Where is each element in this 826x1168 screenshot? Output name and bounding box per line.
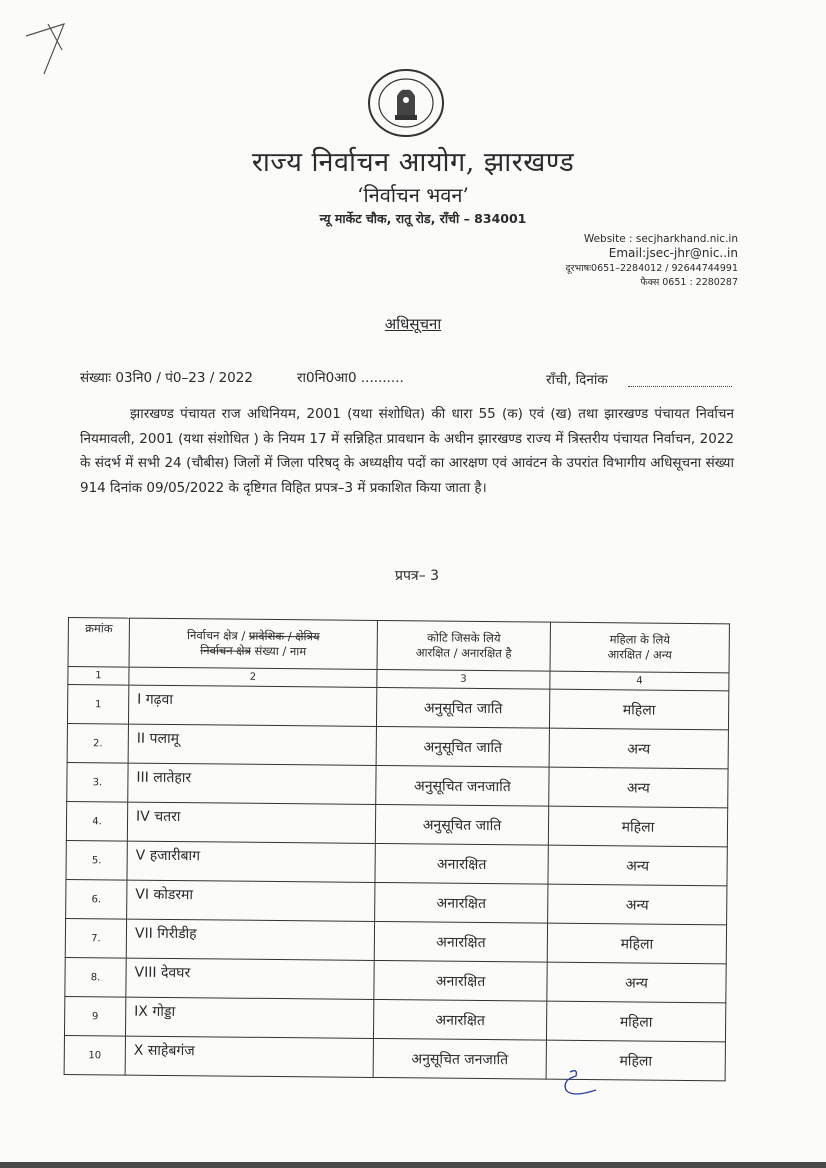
- constituency-cell: IV चतरा: [127, 802, 375, 843]
- table-row: [66, 879, 727, 924]
- column-number: 2: [129, 667, 377, 687]
- table-header-row: [68, 618, 729, 673]
- reservation-cell: महिला: [546, 1001, 725, 1042]
- serial-cell: 5.: [66, 840, 127, 880]
- serial-cell: 8.: [65, 957, 126, 997]
- column-number: 1: [68, 667, 129, 686]
- category-cell: अनारक्षित: [374, 960, 547, 1001]
- serial-cell: 4.: [66, 801, 127, 841]
- category-cell: अनारक्षित: [374, 921, 547, 962]
- website-text: Website : secjharkhand.nic.in: [583, 233, 738, 245]
- serial-cell: 10: [64, 1035, 125, 1075]
- table-row: [64, 996, 725, 1041]
- constituency-cell: IX गोड्डा: [125, 997, 373, 1038]
- table-row: [66, 801, 727, 846]
- reservation-cell: अन्य: [549, 728, 728, 769]
- reservation-cell: अन्य: [549, 767, 728, 808]
- category-cell: अनुसूचित जनजाति: [373, 1038, 546, 1079]
- constituency-cell: II पलामू: [128, 724, 376, 765]
- reference-code: रा0नि0आ0 ..........: [297, 370, 404, 386]
- phone-text: दूरभाषः0651–2284012 / 92644744991: [565, 263, 738, 274]
- table-row: [67, 723, 728, 768]
- category-cell: अनुसूचित जनजाति: [376, 765, 549, 806]
- category-cell: अनुसूचित जाति: [376, 726, 549, 767]
- reservation-cell: अन्य: [547, 962, 726, 1003]
- date-blank-line: [628, 386, 732, 387]
- header-women-line2: आरक्षित / अन्य: [607, 647, 672, 662]
- scan-bottom-edge: [0, 1162, 826, 1168]
- table-body: [64, 667, 729, 1081]
- reservation-table-container: [64, 617, 730, 1081]
- table-row: [66, 840, 727, 885]
- constituency-cell: V हजारीबाग: [127, 841, 375, 882]
- serial-cell: 3.: [67, 762, 128, 802]
- reference-number: संख्याः 03नि0 / पं0–23 / 2022: [80, 370, 253, 386]
- table-row: [64, 1035, 725, 1080]
- notice-title: अधिसूचना: [384, 315, 442, 333]
- constituency-cell: III लातेहार: [128, 763, 376, 804]
- fax-text: फैक्स 0651 : 2280287: [640, 277, 738, 288]
- header-constituency-post: संख्या / नाम: [254, 643, 307, 659]
- constituency-cell: I गढ़वा: [128, 685, 376, 726]
- reservation-cell: महिला: [548, 806, 727, 847]
- column-number: 4: [550, 671, 729, 691]
- place-date-label: राँची, दिनांक: [546, 372, 608, 388]
- table-row: [67, 762, 728, 807]
- category-cell: अनुसूचित जाति: [375, 804, 548, 845]
- header-category-line2: आरक्षित / अनारक्षित है: [415, 645, 512, 661]
- header-category: [377, 620, 550, 671]
- form-title: प्रपत्र– 3: [394, 568, 439, 584]
- serial-cell: 1: [67, 685, 128, 725]
- category-cell: अनुसूचित जाति: [376, 687, 549, 728]
- constituency-cell: VI कोडरमा: [127, 880, 375, 921]
- notice-body: झारखण्ड पंचायत राज अधिनियम, 2001 (यथा संशोधित) की धारा 55 (क) एवं (ख) तथा झारखण्ड पंचायत निर्वाचन नियमावली, 2001 (यथा संशोधित ) के नियम 17 में सन्निहित प्रावधान के अधीन झारखण्ड राज्य में त्रिस्तरीय पंचायत निर्वाचन, 2022 के संदर्भ में सभी 24 (चौबीस) जिलों में जिला परिषद् के अध्यक्षीय पदों का आरक्षण एवं आवंटन के उपरांत विभागीय अधिसूचना संख्या 914 दिनांक 09/05/2022 के दृष्टिगत विहित प्रपत्र–3 में प्रकाशित किया जाता है।: [80, 406, 734, 496]
- category-cell: अनारक्षित: [373, 999, 546, 1040]
- column-number: 3: [377, 669, 550, 689]
- category-cell: अनारक्षित: [375, 843, 548, 884]
- table-row: [67, 685, 728, 730]
- building-name: ‘निर्वाचन भवन’: [357, 183, 469, 207]
- header-constituency-pre: निर्वाचन क्षेत्र /: [186, 628, 246, 643]
- state-emblem-icon: [366, 68, 446, 138]
- serial-cell: 2.: [67, 723, 128, 763]
- table-row: [65, 957, 726, 1002]
- serial-cell: 9: [64, 996, 125, 1036]
- address: न्यू मार्केट चौक, रातू रोड, राँची – 834001: [319, 211, 527, 226]
- header-constituency: [129, 618, 377, 669]
- header-women: [550, 622, 729, 673]
- header-serial: क्रमांक: [68, 618, 129, 668]
- constituency-cell: VIII देवघर: [126, 958, 374, 999]
- table-row: [65, 918, 726, 963]
- header-constituency-strike2: निर्वाचन क्षेत्र: [200, 643, 251, 658]
- header-constituency-strike1: प्रादेशिक / क्षेत्रिय: [248, 628, 320, 644]
- organization-name: राज्य निर्वाचन आयोग, झारखण्ड: [251, 147, 575, 178]
- serial-cell: 7.: [65, 918, 126, 958]
- constituency-cell: VII गिरीडीह: [126, 919, 374, 960]
- header-category-line1: कोटि जिसके लिये: [427, 630, 501, 646]
- category-cell: अनारक्षित: [375, 882, 548, 923]
- reservation-cell: अन्य: [548, 884, 727, 925]
- signature-mark: [556, 1066, 606, 1100]
- pen-mark: [18, 14, 78, 84]
- constituency-cell: X साहेबगंज: [125, 1036, 373, 1077]
- header-women-line1: महिला के लिये: [609, 632, 671, 647]
- reservation-cell: महिला: [547, 923, 726, 964]
- reservation-table: [64, 617, 730, 1081]
- reservation-cell: महिला: [549, 689, 728, 730]
- reservation-cell: महिला: [546, 1040, 725, 1081]
- reservation-cell: अन्य: [548, 845, 727, 886]
- email-text: Email:jsec-jhr@nic..in: [608, 246, 738, 260]
- serial-cell: 6.: [66, 879, 127, 919]
